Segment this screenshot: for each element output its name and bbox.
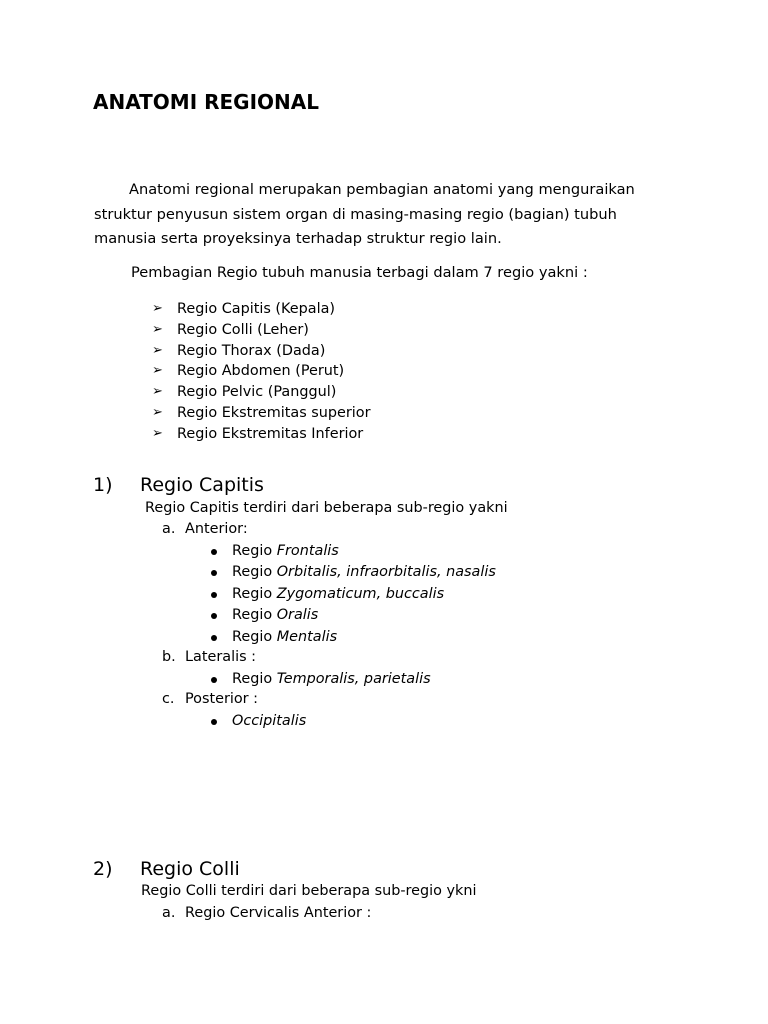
lateralis-list	[209, 669, 431, 690]
list-item: Regio Zygomaticum, buccalis	[209, 584, 496, 605]
section-title: Regio Colli	[140, 858, 240, 880]
list-item: ➢ Regio Colli (Leher)	[152, 320, 371, 341]
section-title: Regio Capitis	[140, 474, 264, 496]
arrow-bullet-icon: ➢	[152, 342, 163, 358]
intro-paragraph-text: Anatomi regional merupakan pembagian anatomi yang menguraikan struktur penyusun sistem organ di masing-masing regio (bagian) tubuh manusia serta proyeksinya terhadap struktur regio lain.	[94, 181, 635, 247]
bullet-dot-icon	[211, 613, 217, 619]
section-number: 1)	[93, 474, 113, 496]
list-item: Occipitalis	[209, 711, 306, 732]
list-item: Regio Temporalis, parietalis	[209, 669, 431, 690]
arrow-bullet-icon: ➢	[152, 363, 163, 379]
arrow-bullet-icon: ➢	[152, 301, 163, 316]
list-item: ➢ Regio Abdomen (Perut)	[152, 361, 371, 382]
subsection-cervicalis-anterior: a. Regio Cervicalis Anterior :	[162, 905, 372, 921]
subsection-lateralis: b. Lateralis :	[162, 649, 256, 665]
bullet-dot-icon	[211, 635, 217, 641]
bullet-dot-icon	[211, 592, 217, 598]
posterior-list	[209, 711, 306, 732]
regio-list	[152, 299, 371, 445]
arrow-bullet-icon: ➢	[152, 321, 163, 337]
division-sentence: Pembagian Regio tubuh manusia terbagi dalam 7 regio yakni :	[131, 264, 588, 281]
list-item: Regio Oralis	[209, 605, 496, 626]
bullet-dot-icon	[211, 719, 217, 725]
section-number: 2)	[93, 858, 113, 880]
list-item: ➢ Regio Thorax (Dada)	[152, 341, 371, 362]
section-2-heading	[93, 858, 240, 880]
subsection-anterior: a. Anterior:	[162, 521, 248, 537]
arrow-bullet-icon: ➢	[152, 404, 163, 420]
list-item: ➢ Regio Ekstremitas superior	[152, 403, 371, 424]
bullet-dot-icon	[211, 570, 217, 576]
list-item: ➢ Regio Pelvic (Panggul)	[152, 382, 371, 403]
list-item: ➢ Regio Ekstremitas Inferior	[152, 424, 371, 445]
intro-paragraph	[94, 178, 654, 252]
arrow-bullet-icon: ➢	[152, 384, 163, 400]
list-item: ➢ Regio Capitis (Kepala)	[152, 299, 371, 320]
list-item: Regio Mentalis	[209, 627, 496, 648]
bullet-dot-icon	[211, 549, 217, 555]
anterior-list	[209, 541, 496, 648]
arrow-bullet-icon: ➢	[152, 425, 163, 441]
bullet-dot-icon	[211, 677, 217, 683]
section-2-intro: Regio Colli terdiri dari beberapa sub-regio ykni	[141, 883, 477, 899]
document-title: ANATOMI REGIONAL	[93, 90, 319, 114]
section-1-heading	[93, 474, 264, 496]
list-item: Regio Orbitalis, infraorbitalis, nasalis	[209, 562, 496, 583]
subsection-posterior: c. Posterior :	[162, 691, 259, 707]
list-item: Regio Frontalis	[209, 541, 496, 562]
section-1-intro: Regio Capitis terdiri dari beberapa sub-regio yakni	[145, 500, 508, 516]
